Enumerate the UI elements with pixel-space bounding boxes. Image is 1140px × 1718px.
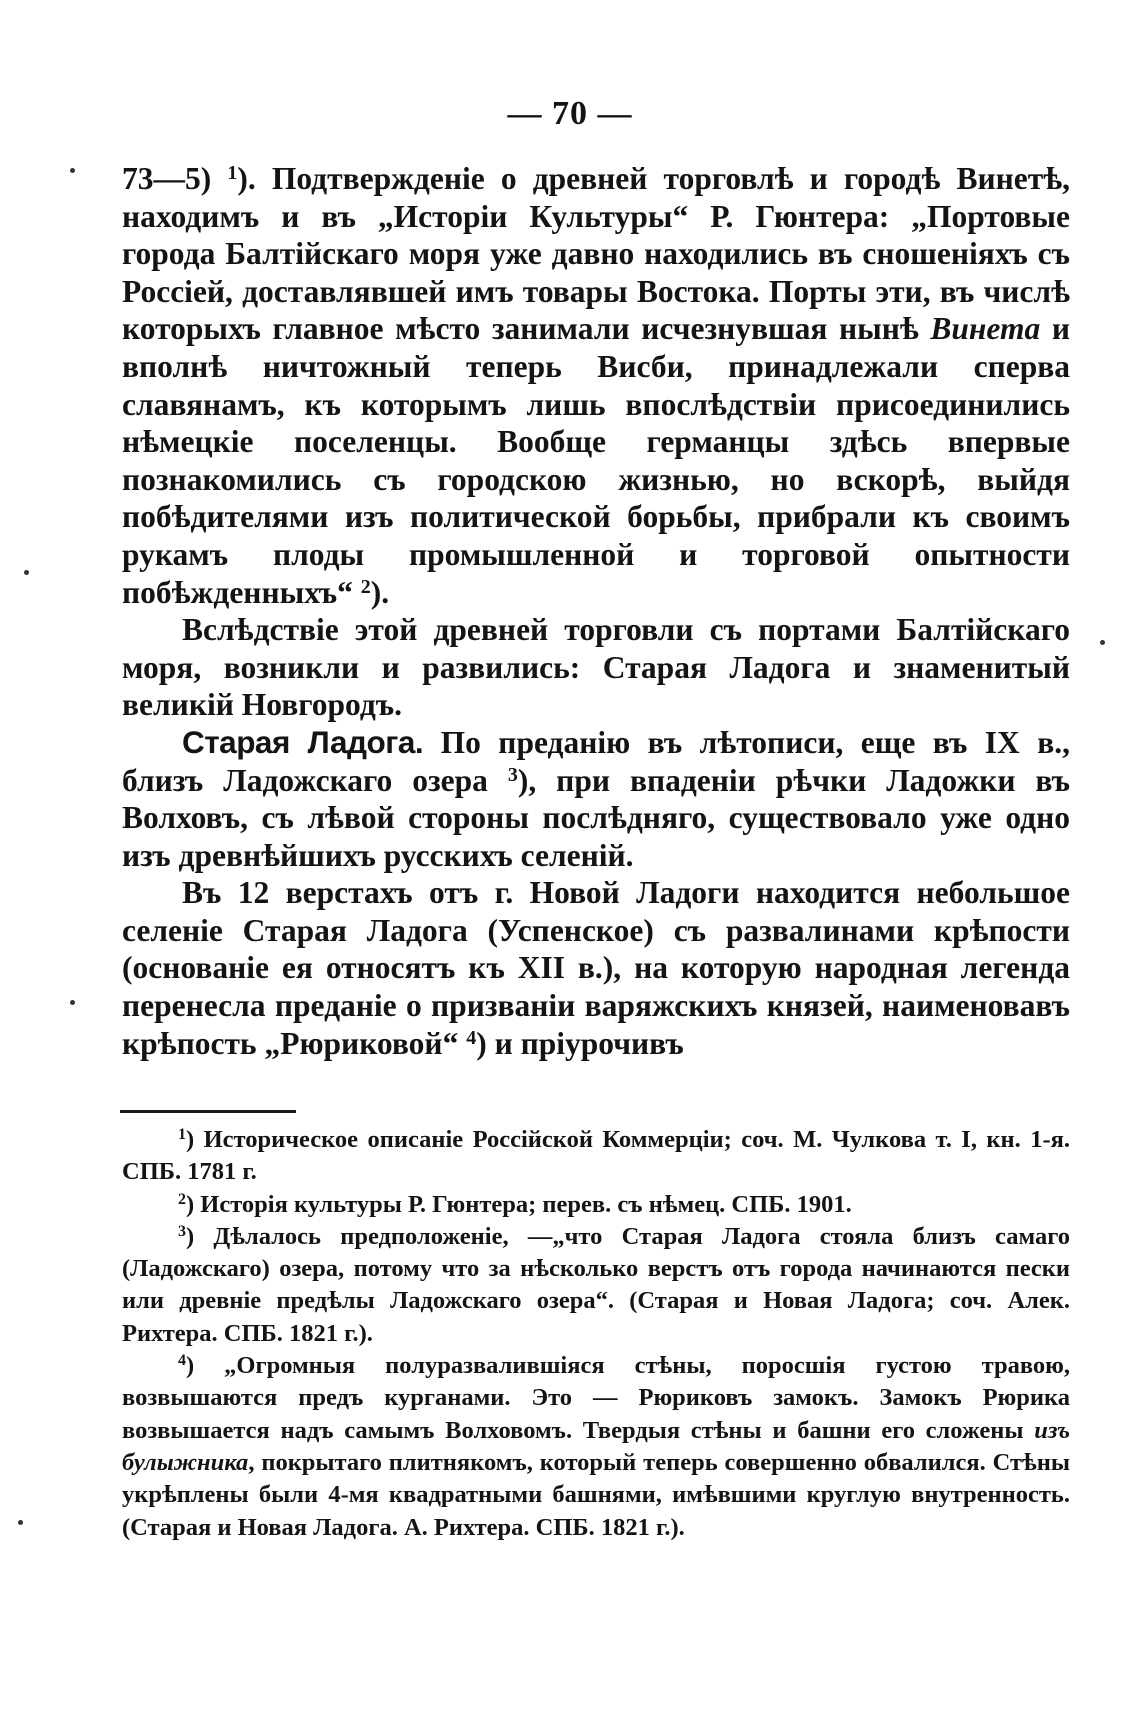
text-run: ) Историческое описаніе Россійской Коммерціи; соч. М. Чулкова т. I, кн. 1-я. СПБ. 1781 г.: [122, 1126, 1070, 1186]
section-heading: Старая Ладога.: [182, 723, 424, 760]
italic-text: изъ булыжника: [122, 1416, 1070, 1476]
text-run: , покрытаго плитнякомъ, который теперь совершенно обвалился. Стѣны укрѣплены были 4-мя квадратными башнями, имѣвшими круглую внутренность. (Старая и Новая Ладога. А. Рихтера. СПБ. 1821 г.).: [122, 1448, 1070, 1541]
footnote-marker: 2: [360, 575, 371, 598]
footnote-marker: 4: [466, 1026, 477, 1049]
text-run: ) и пріурочивъ: [476, 1025, 684, 1061]
text-run: По преданію въ лѣтописи, еще въ IX в., близъ Ладожскаго озера: [122, 724, 1070, 798]
text-run: ) „Огромныя полуразвалившіяся стѣны, поросшія густою травою, возвышаются предъ курганами. Это — Рюриковъ замокъ. Замокъ Рюрика возвышается надъ самымъ Волховомъ. Твердыя стѣны и башни его сложены: [122, 1352, 1070, 1444]
text-run: ) Дѣлалось предположеніе, —„что Старая Ладога стояла близъ самаго (Ладожскаго) озера, потому что за нѣсколько верстъ отъ города начинаются пески или древніе предѣлы Ладожскаго озера“. (Старая и Новая Ладога; соч. Алек. Рихтера. СПБ. 1821 г.).: [122, 1222, 1070, 1347]
main-text: [122, 160, 1070, 1062]
text-run: ).: [370, 574, 390, 610]
footnote: [122, 1350, 1070, 1544]
footnote-marker: 1: [227, 162, 238, 184]
paper-speck: [70, 1000, 75, 1005]
text-run: ). Подтвержденіе о древней торговлѣ и городѣ Винетѣ, находимъ и въ „Исторіи Культуры“ Р. Гюнтера: „Портовые города Балтійскаго моря уже давно находились въ сношеніяхъ съ Россіей, доставлявшей имъ товары Востока. Порты эти, въ числѣ которыхъ главное мѣсто занимали исчезнувшая нынѣ: [122, 161, 1070, 347]
footnote-marker: 2: [178, 1190, 186, 1208]
paragraph: [122, 874, 1070, 1062]
paper-speck: [24, 570, 29, 575]
footnote-marker: 3: [178, 1222, 186, 1240]
paper-speck: [1100, 640, 1105, 645]
footnote: [122, 1221, 1070, 1350]
footnote-marker: 4: [178, 1352, 186, 1370]
footnote-divider: [120, 1110, 296, 1113]
footnote-marker: 3: [507, 763, 518, 786]
text-run: ) Исторія культуры Р. Гюнтера; перев. съ нѣмец. СПБ. 1901.: [186, 1190, 852, 1218]
paper-speck: [18, 1520, 23, 1525]
italic-text: Винета: [930, 311, 1041, 347]
text-run: 73—5): [122, 161, 228, 196]
page-number: — 70 —: [507, 95, 633, 132]
paragraph: [122, 160, 1070, 611]
paragraph: [122, 611, 1070, 724]
paragraph: [122, 724, 1070, 874]
footnotes: [122, 1124, 1070, 1544]
text-run: ), при впаденіи рѣчки Ладожки въ Волховъ, съ лѣвой стороны послѣдняго, существовало уже одно изъ древнѣйшихъ русскихъ селеній.: [122, 762, 1071, 873]
paper-speck: [70, 168, 75, 173]
footnote: [122, 1189, 1070, 1221]
footnote-marker: 1: [178, 1126, 186, 1143]
text-run: Вслѣдствіе этой древней торговли съ портами Балтійскаго моря, возникли и развились: Старая Ладога и знаменитый великій Новгородъ.: [122, 612, 1070, 723]
text-run: Въ 12 верстахъ отъ г. Новой Ладоги находится небольшое селеніе Старая Ладога (Успенское) съ развалинами крѣпости (основаніе ея относятъ къ XII в.), на которую народная легенда перенесла преданіе о призваніи варяжскихъ князей, наименовавъ крѣпость „Рюриковой“: [122, 875, 1070, 1061]
text-run: и вполнѣ ничтожный теперь Висби, принадлежали сперва славянамъ, къ которымъ лишь впослѣдствіи присоединились нѣмецкіе поселенцы. Вообще германцы здѣсь впервые познакомились съ городскою жизнью, но вскорѣ, выйдя побѣдителями изъ политической борьбы, прибрали къ своимъ рукамъ плоды промышленной и торговой опытности побѣжденныхъ“: [122, 311, 1070, 610]
footnote: [122, 1124, 1070, 1189]
